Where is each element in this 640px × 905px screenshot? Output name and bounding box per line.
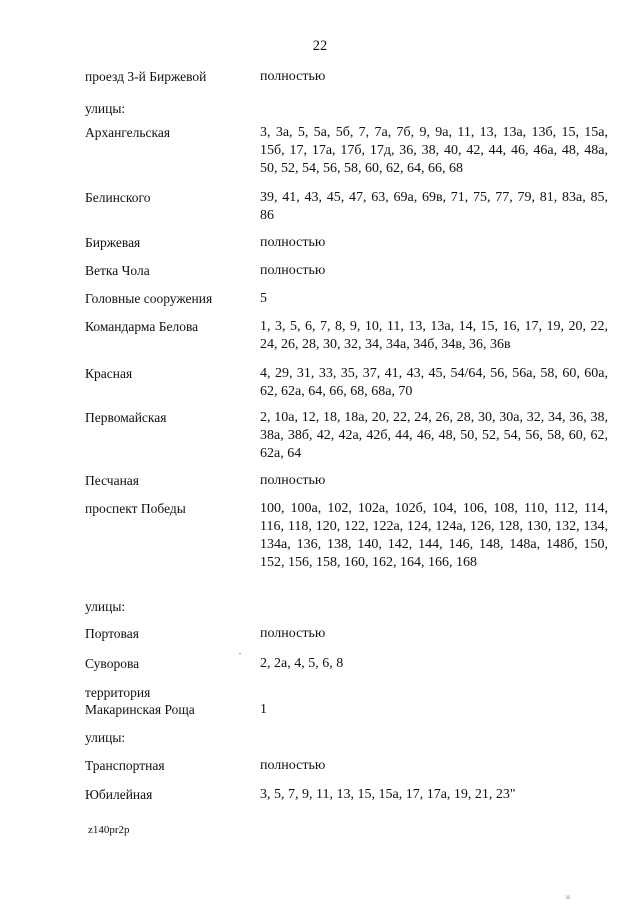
- street-label: Ветка Чола: [85, 263, 150, 278]
- street-label: Первомайская: [85, 410, 167, 425]
- section-heading-streets: улицы:: [85, 599, 126, 614]
- corner-mark: ıı: [566, 893, 570, 901]
- street-label: Юбилейная: [85, 787, 153, 802]
- street-label: Биржевая: [85, 235, 141, 250]
- house-numbers: 1: [260, 702, 267, 717]
- street-label: проезд 3-й Биржевой: [85, 69, 207, 84]
- street-label: Головные сооружения: [85, 291, 213, 306]
- house-numbers: 4, 29, 31, 33, 35, 37, 41, 43, 45, 54/64, 56, 56а, 58, 60, 60а, 62, 62а, 64, 66, 68, 68а, 70: [260, 366, 608, 399]
- street-label: территория: [85, 685, 151, 700]
- house-numbers: 3, 3а, 5, 5а, 5б, 7, 7а, 7б, 9, 9а, 11, 13, 13а, 13б, 15, 15а, 15б, 17, 17а, 17б, 17д, 36, 38, 40, 42, 44, 46, 46а, 48, 48а, 50, 52, 54, 56, 58, 60, 62, 64, 66, 68: [260, 125, 608, 176]
- page-number: 22: [312, 38, 328, 54]
- house-numbers: полностью: [260, 473, 326, 488]
- street-label: Красная: [85, 366, 133, 381]
- house-numbers: полностью: [260, 69, 326, 84]
- house-numbers: полностью: [260, 626, 326, 641]
- house-numbers: полностью: [260, 758, 326, 773]
- document-code: z140pr2p: [88, 824, 130, 836]
- section-heading-streets: улицы:: [85, 730, 126, 745]
- house-numbers: 39, 41, 43, 45, 47, 63, 69а, 69в, 71, 75, 77, 79, 81, 83а, 85, 86: [260, 190, 608, 223]
- street-label: Песчаная: [85, 473, 140, 488]
- house-numbers: 2, 2а, 4, 5, 6, 8: [260, 656, 344, 671]
- street-label: Белинского: [85, 190, 151, 205]
- street-label: проспект Победы: [85, 501, 186, 516]
- street-label: Транспортная: [85, 758, 165, 773]
- street-label: Командарма Белова: [85, 319, 199, 334]
- house-numbers: 1, 3, 5, 6, 7, 8, 9, 10, 11, 13, 13а, 14, 15, 16, 17, 19, 20, 22, 24, 26, 28, 30, 32, 34, 34а, 34б, 34в, 36, 36в: [260, 319, 608, 352]
- section-heading-streets: улицы:: [85, 101, 126, 116]
- house-numbers: 5: [260, 291, 267, 306]
- street-label-line-2: Макаринская Роща: [85, 702, 195, 717]
- house-numbers: 3, 5, 7, 9, 11, 13, 15, 15а, 17, 17а, 19, 21, 23": [260, 787, 516, 802]
- street-label: Суворова: [85, 656, 140, 671]
- house-numbers: 2, 10а, 12, 18, 18а, 20, 22, 24, 26, 28, 30, 30а, 32, 34, 36, 38, 38а, 38б, 42, 42а, 42б, 44, 46, 48, 50, 52, 54, 56, 58, 60, 62, 62а, 64: [260, 410, 608, 461]
- street-label: Портовая: [85, 626, 139, 641]
- house-numbers: 100, 100а, 102, 102а, 102б, 104, 106, 108, 110, 112, 114, 116, 118, 120, 122, 122а, 124, 124а, 126, 128, 130, 132, 134, 134а, 136, 138, 140, 142, 144, 146, 148, 148а, 148б, 150, 152, 156, 158, 160, 162, 164, 166, 168: [260, 501, 608, 570]
- street-label: Архангельская: [85, 125, 171, 140]
- house-numbers: полностью: [260, 263, 326, 278]
- house-numbers: полностью: [260, 235, 326, 250]
- scan-speck: [239, 653, 241, 654]
